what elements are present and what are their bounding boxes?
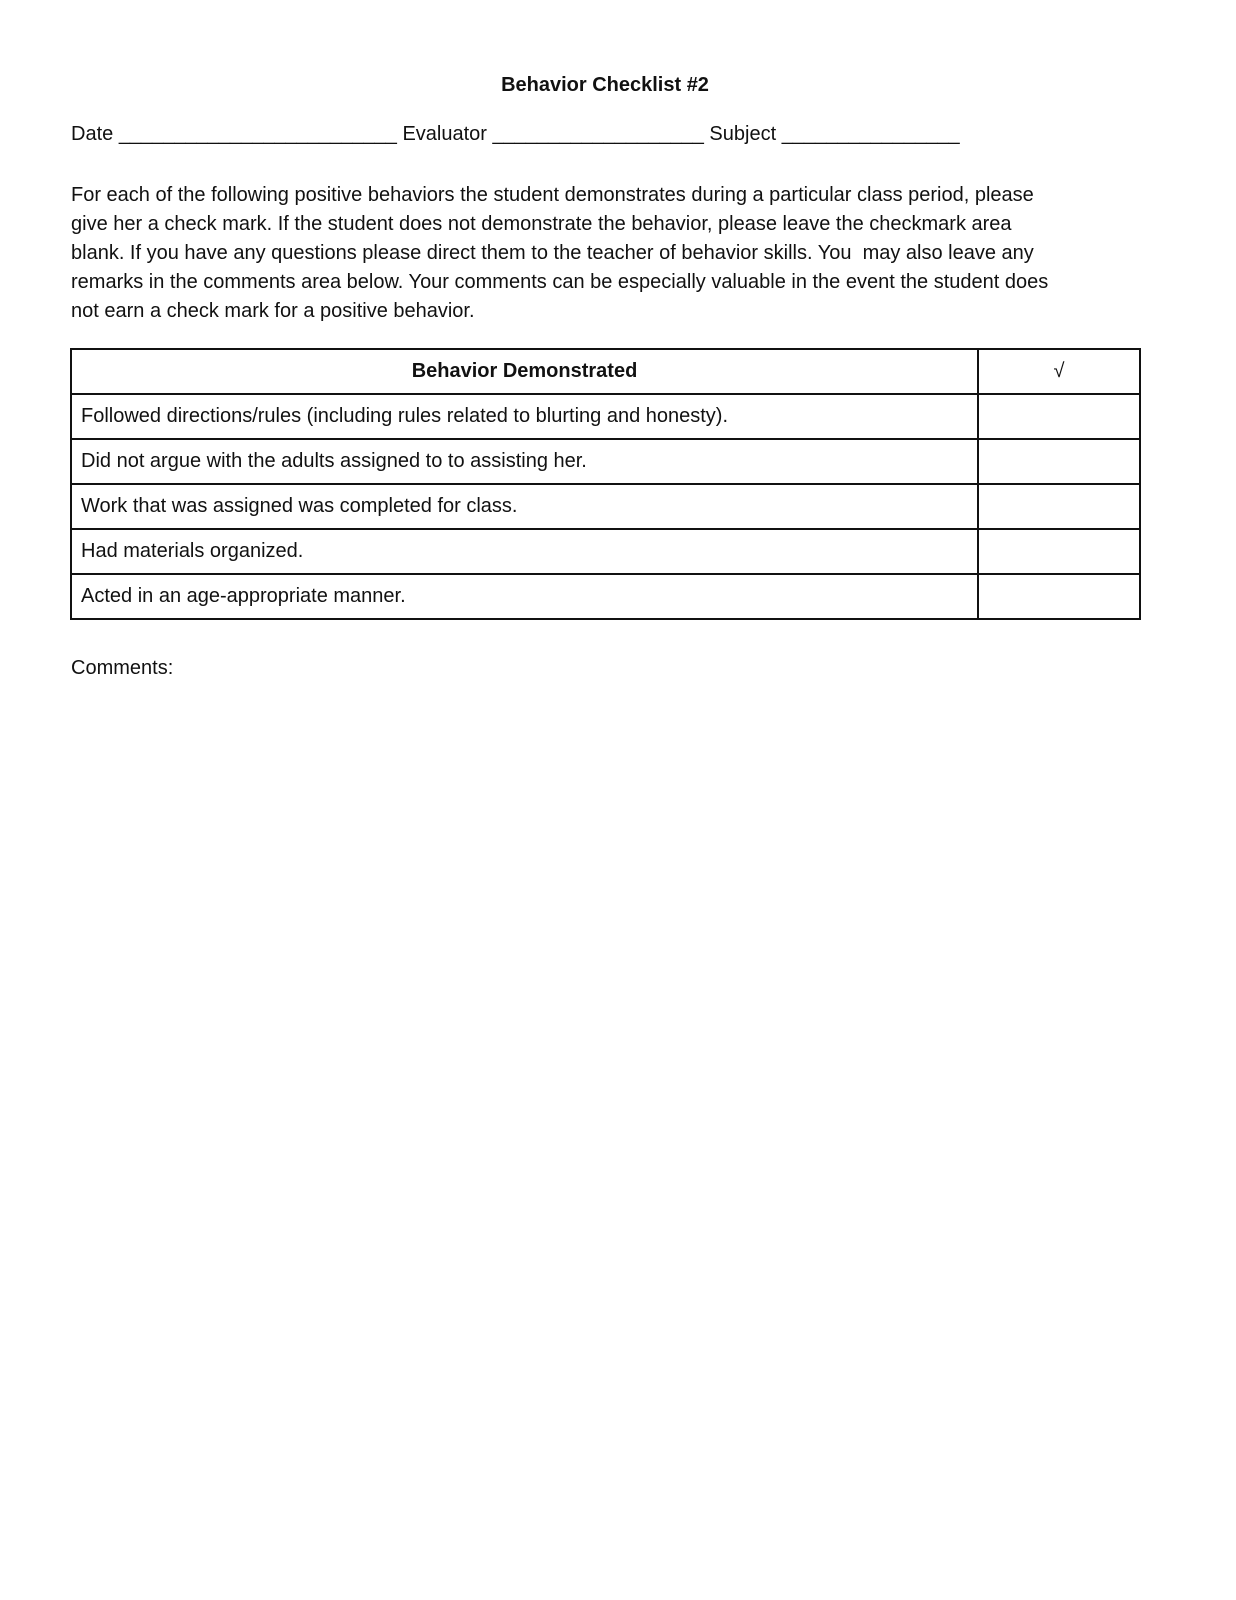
table-row xyxy=(71,394,1140,439)
table-row xyxy=(71,484,1140,529)
behavior-cell: Work that was assigned was completed for class. xyxy=(71,484,978,529)
page-title: Behavior Checklist #2 xyxy=(501,74,709,96)
instruction-line: blank. If you have any questions please direct them to the teacher of behavior skills. You may also leave any xyxy=(71,242,1034,264)
instructions xyxy=(71,181,1048,326)
instruction-line: remarks in the comments area below. Your comments can be especially valuable in the event the student does xyxy=(71,271,1049,293)
instruction-line: give her a check mark. If the student does not demonstrate the behavior, please leave the checkmark area xyxy=(71,213,1012,235)
behavior-header: Behavior Demonstrated xyxy=(71,349,978,394)
subject-field[interactable]: ________________ xyxy=(781,123,960,145)
check-cell[interactable] xyxy=(978,439,1140,484)
date-field[interactable]: _________________________ xyxy=(118,123,397,145)
check-cell[interactable] xyxy=(978,394,1140,439)
check-cell[interactable] xyxy=(978,529,1140,574)
header-fields xyxy=(71,123,960,146)
behavior-table xyxy=(70,348,1141,620)
behavior-cell: Did not argue with the adults assigned to to assisting her. xyxy=(71,439,978,484)
behavior-cell: Followed directions/rules (including rules related to blurting and honesty). xyxy=(71,394,978,439)
check-header: √ xyxy=(978,349,1140,394)
instruction-line: not earn a check mark for a positive behavior. xyxy=(71,300,475,322)
table-row xyxy=(71,529,1140,574)
evaluator-label: Evaluator xyxy=(402,123,487,145)
comments-label: Comments: xyxy=(71,657,174,679)
subject-label: Subject xyxy=(709,123,777,145)
check-cell[interactable] xyxy=(978,484,1140,529)
date-label: Date xyxy=(71,123,114,145)
behavior-cell: Acted in an age-appropriate manner. xyxy=(71,574,978,619)
table-row xyxy=(71,574,1140,619)
evaluator-field[interactable]: ___________________ xyxy=(492,123,704,145)
instruction-line: For each of the following positive behaviors the student demonstrates during a particular class period, please xyxy=(71,184,1034,206)
check-cell[interactable] xyxy=(978,574,1140,619)
behavior-cell: Had materials organized. xyxy=(71,529,978,574)
table-row xyxy=(71,439,1140,484)
table-header xyxy=(71,349,1140,394)
